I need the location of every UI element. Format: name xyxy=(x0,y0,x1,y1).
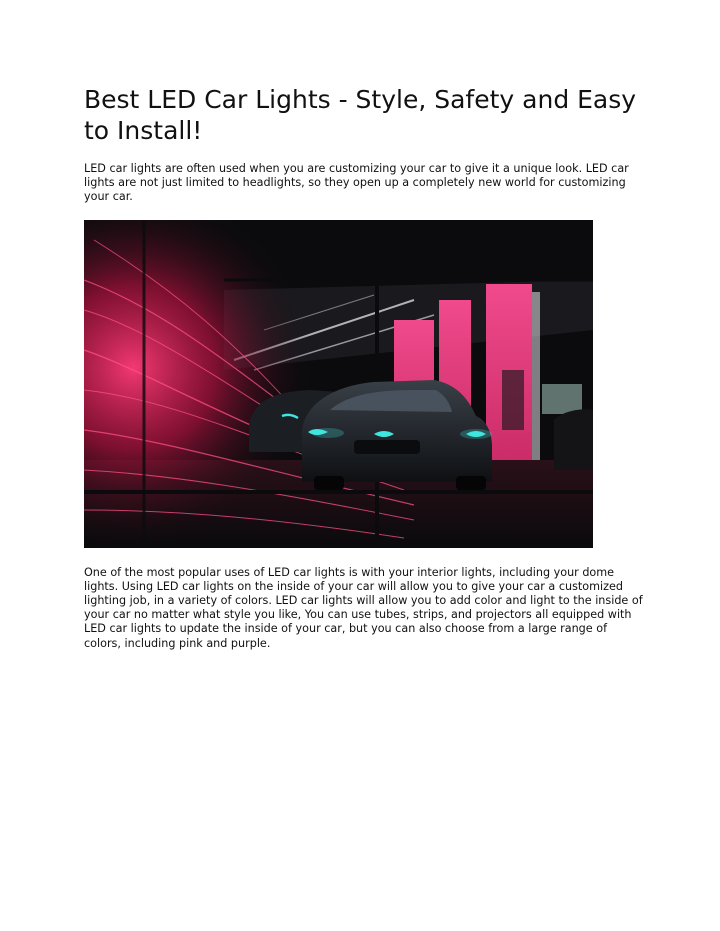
intro-paragraph: LED car lights are often used when you are customizing your car to give it a unique look. LED car lights are not just limited to headlights, so they open up a completely new world for customizing your car. xyxy=(84,162,629,204)
body-paragraph: One of the most popular uses of LED car lights is with your interior lights, including your dome lights. Using LED car lights on the inside of your car will allow you to give your car a customized lighting job, in a variety of colors. LED car lights will allow you to add color and light to the inside of your car no matter what style you like, You can use tubes, strips, and projectors all equipped with LED car lights to update the inside of your car, but you can also choose from a large range of colors, including pink and purple. xyxy=(84,565,643,650)
article-title: Best LED Car Lights - Style, Safety and Easy to Install! xyxy=(84,85,637,145)
document-page xyxy=(84,84,644,651)
car-showroom-photo xyxy=(84,220,593,548)
car-photo-illustration xyxy=(84,220,593,548)
